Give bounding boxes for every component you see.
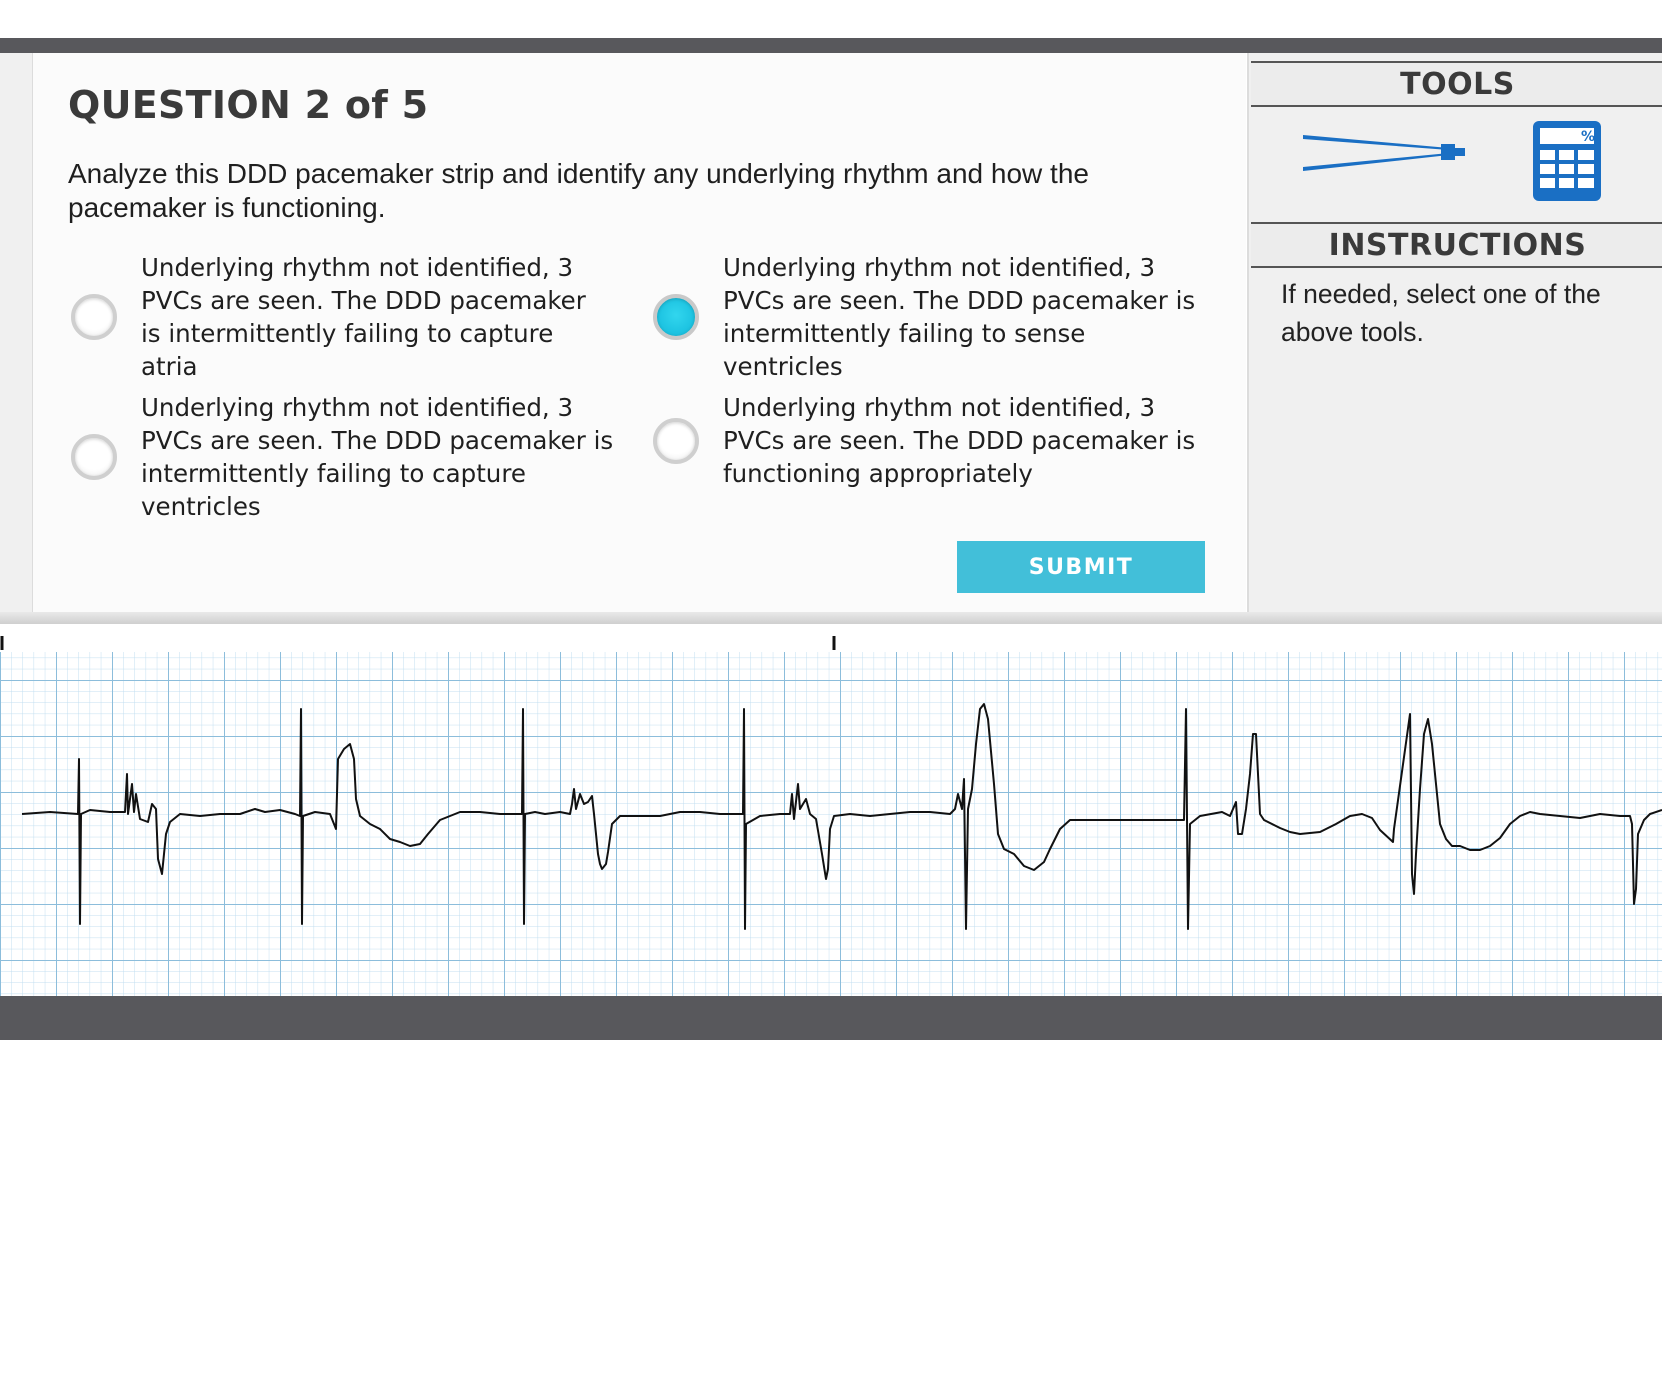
answer-option-label: Underlying rhythm not identified, 3 PVCs are seen. The DDD pacemaker is functioning appropriately xyxy=(723,393,1196,488)
radio-button[interactable] xyxy=(653,418,699,464)
question-title: QUESTION 2 of 5 xyxy=(68,83,429,127)
answer-option-label: Underlying rhythm not identified, 3 PVCs are seen. The DDD pacemaker is intermittently failing to capture ventricles xyxy=(141,393,614,521)
answer-options xyxy=(33,53,1246,621)
instructions-header: INSTRUCTIONS xyxy=(1251,222,1662,268)
answer-option-label: Underlying rhythm not identified, 3 PVCs are seen. The DDD pacemaker is intermittently failing to sense ventricles xyxy=(723,253,1196,381)
answer-option-label: Underlying rhythm not identified, 3 PVCs are seen. The DDD pacemaker is intermittently failing to capture atria xyxy=(141,253,586,381)
question-panel xyxy=(33,53,1246,621)
svg-text:%: % xyxy=(1581,129,1596,145)
instructions-text: If needed, select one of the above tools. xyxy=(1281,279,1601,347)
answer-option-4[interactable] xyxy=(653,391,1213,490)
ecg-rhythm-strip xyxy=(0,624,1662,996)
tools-sidebar xyxy=(1247,53,1662,621)
answer-option-1[interactable] xyxy=(71,251,591,383)
tools-header: TOOLS xyxy=(1251,61,1662,107)
question-prompt: Analyze this DDD pacemaker strip and identify any underlying rhythm and how the pacemaker is functioning. xyxy=(68,158,1089,223)
ecg-strip[interactable] xyxy=(0,624,1662,996)
radio-button[interactable] xyxy=(71,294,117,340)
top-bar xyxy=(0,38,1662,53)
radio-button-selected[interactable] xyxy=(653,294,699,340)
radio-button[interactable] xyxy=(71,434,117,480)
answer-option-3[interactable] xyxy=(71,391,616,523)
calculator-tool[interactable] xyxy=(1531,119,1603,203)
calipers-icon xyxy=(1301,115,1471,185)
panel-shadow xyxy=(0,612,1662,624)
answer-option-2[interactable] xyxy=(653,251,1198,383)
bottom-bar xyxy=(0,996,1662,1040)
calculator-icon xyxy=(1531,119,1603,203)
left-gutter xyxy=(0,53,33,621)
submit-button[interactable]: SUBMIT xyxy=(957,541,1205,593)
calipers-tool[interactable] xyxy=(1301,115,1471,185)
